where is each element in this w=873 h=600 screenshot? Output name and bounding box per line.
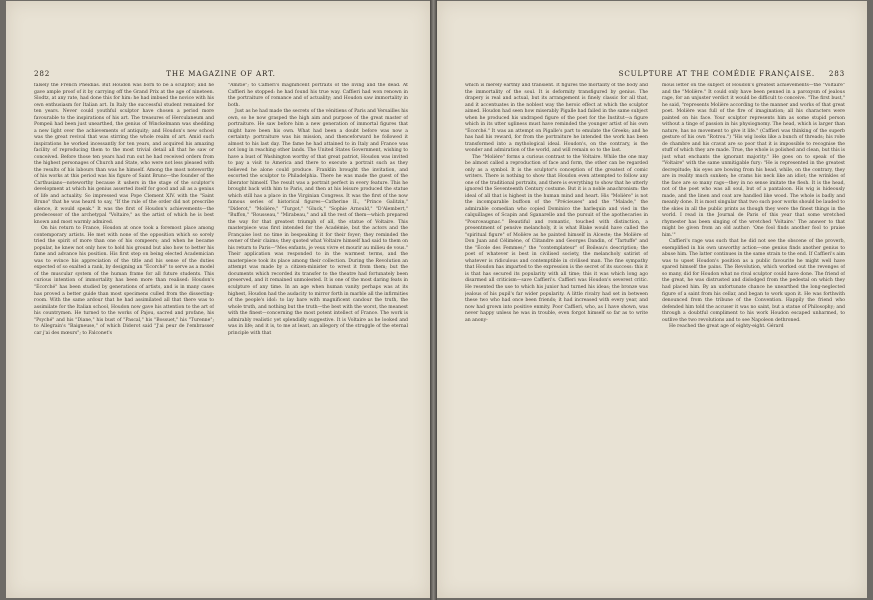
- paragraph: falsely the French Pheidias. But Houdon was born to be a sculptor; and he gave ample proof of it by carrying off the Grand Prix at the age of nineteen. Slodtz, at any rate, had done this for him: he had imbued the novice with his own enthusiasm for Italian art. In Italy the successful student remained for ten years. Never could youthful sculptor have chosen a period more favourable to the inspirations of his art. The treasures of Herculaneum and Pompeii had been just unearthed, the genius of Winckelmann was shedding a new light over the achievements of antiquity; and Houdon's new school was the great revival that was stirring the whole realm of art. Amid such inspirations he worked incessantly for ten years, and acquired his amazing facility of reproducing them to the most trivial detail all that he saw or conceived. Before those ten years had run out he had received orders from the highest personages of Church and State, who were not less pleased with the results of his labours than was he himself. Among the most noteworthy of his works at this period was his figure of Saint Bruno—the founder of the Carthusians—noteworthy because it ushers in the stage of the sculptor's development at which his genius asserted itself for good and all as a genius of life and actuality. So impressed was Pope Clement XIV. with the "Saint Bruno" that he was heard to say, "If the rule of the order did not prescribe silence, it would speak." It was the first of Houdon's achievements—the predecessor of the archetypal "Voltaire," as the artist of which he is best known and most warmly admired.: [34, 83, 214, 225]
- text-column: [662, 83, 845, 578]
- text-column: [228, 83, 408, 578]
- text-column: [34, 83, 214, 578]
- paragraph: On his return to France, Houdon at once took a foremost place among contemporary artists. He met with none of the opposition which so sorely tried the spirit of more than one of his compeers; and when he became popular, he knew not only how to hold his ground but also how to better his fame and advance his position. His first step on being elected Academician was to evince his appreciation of the title and his sense of the duties expected of so exalted a rank, by designing an "Écorché" to serve as a model of the muscular system of the human frame for all future students. This curious intention of immortality has been more than realised: Houdon's "Écorché" has been studied by generations of artists, and is in many cases has proved a better guide than most specimens culled from the dissecting-room. With the same ardour that he had assimilated all that there was to assimilate for the Italian school, Houdon now gave his attention to the art of his countrymen. He turned to the works of Pajou, sacred and profane, his "Psyché" and his "Diane," his bust of "Pascal," his "Bossuet," his "Turenne"; to Allegrain's "Baigneuse," of which Diderot said "J'ai peur de l'embrasser car j'ai des mœurs"; to Falconet's: [34, 226, 214, 336]
- paragraph: mous letter on the subject of Houdon's greatest achievements—the "Voltaire" and the "Molière." It could only have been penned in a paroxysm of jealous rage, for an unjuster verdict it would be difficult to conceive. "The first bust," he said, "represents Molière according to the manner and works of that great poet. Molière was full of the fire of imagination; all his characters were painted on his face. Your sculptor represents him as some stupid person without a tinge of passion in his physiognomy. The head, which is larger than nature, has no movement to give it life." (Caffieri was thinking of the superb gesture of his own "Rotrou.") "His wig looks like a bunch of threads; his robe de chambre and his cravat are so poor that it is impossible to recognise the stuff of which they are made. True, the whole is polished and clean, but this is just what enchants the ignorant majority." He goes on to speak of the "Voltaire" with the same unmitigable fury: "He is represented in the greatest decrepitude; his eyes are bowing from his head, while, on the contrary, they are in reality much sunken; he crams his neck like an idiot; the wrinkles of the face are so many rags—they in no sense imitate the flesh. It is the head, not of the poet who was all soul, but of a pantaloon. His wig is hideously made, and the linen and coat are handled like wood. The whole is badly and meanly done. It is most singular that two such poor works should be lauded to the skies in all the public prints as though they were the finest things in the world. I read in the Journal de Paris of this year that some wretched rhymester has been singing of the wretched 'Voltaire.' The answer to that might be given from an old author: 'One fool finds another fool to praise him.'": [662, 83, 845, 238]
- page-number: 282: [34, 69, 51, 78]
- paragraph: Just as he had made the secrets of the vénitiens of Paris and Versailles his own, so he now grasped the high aim and purpose of the great master of portraiture. He saw before him a new generation of immortal figures that might have been his own. What had been a doubt before was now a certainty: portraiture was his mission, and thenceforward he followed it almost to his last day. The fame he had attained to in Italy and France was not long in reaching other lands. The United States Government, wishing to have a bust of Washington worthy of that great patriot, Houdon was invited to pay a visit to America and there to execute a portrait such as they believed he alone could produce. Franklin brought the invitation, and escorted the sculptor to Philadelphia. There he was made the guest of the liberator himself. The result was a portrait perfect in every feature. This he brought back with him to Paris, and then at his leisure produced the statue which still has a place in the Virginian Congress. It was the first of the now famous series of historical figures—Catherine II., "Prince Galitzin," "Diderot," "Molière," "Turgot," "Gluck," "Sophie Arnould," "D'Alembert," "Buffon," "Rousseau," "Mirabeau," and all the rest of them—which prepared the way for that greatest triumph of all, the statue of Voltaire. This masterpiece was first intended for the Académie, but the actors and the Française lost no time in bespeaking it for their foyer; they reminded the owner of their claims; they quoted what Voltaire himself had said to them on his return to Paris—"Mes enfants, je veux vivre et mourir au milieu de vous." Their application was responded to in the warmest terms, and the masterpiece took its place among their collection. During the Revolution an attempt was made by a citizen-minister to wrest it from them; but the documents which recorded its transfer to the theatre had fortunately been preserved, and it remained unmolested. It is one of the most daring feats in sculpture of any time. In an age when human vanity perhaps was at its highest, Houdon had the audacity to mirror forth in marble all the infirmities of the people's idol: to lay bare with magnificent candour the truth, the whole truth, and nothing but the truth—the best with the worst, the meanest with the finest—concerning the most potent intellect of France. The work is admirably realistic yet splendidly suggestive. It is Voltaire as he looked and was in life; and it is, to me at least, an allegory of the struggle of the eternal principle with that: [228, 109, 408, 336]
- paragraph: which is merely earthly and transient. It figures the mortality of the body and the immortality of the soul. It is deformity transfigured by genius. The drapery is real and actual, but its arrangement is finely classic for all that, and it accentuates in the noblest way the heroic effect at which the sculptor aimed. Houdon had seen how miserably Pigalle had failed in the same subject when he produced his undraped figure of the poet for the Institut—a figure which in its utter ugliness must have reminded the younger artist of his own "Écorché." It was an attempt on Pigalle's part to emulate the Greeks; and he has had his reward, for from the portraiture he intended the work has been transformed into a mythological ideal. Houdon's, on the contrary, is the wonder and admiration of the world, and will remain so to the last.: [465, 83, 648, 154]
- left-page: [6, 1, 430, 598]
- book-gutter: [430, 0, 437, 600]
- left-page-columns: [34, 83, 408, 578]
- paragraph: He reached the great age of eighty-eight. Gérard: [669, 324, 784, 330]
- paragraph: The "Molière" forms a curious contrast to the Voltaire. While the one may be almost called a reproduction of face and form, the other can be regarded only as a symbol. It is the sculptor's conception of the greatest of comic writers. There is nothing to show that Houdon even attempted to follow any one of the traditional portraits, and there is everything to show that he utterly ignored the Seventeenth Century costume. But it is a noble anachronism: the ideal of all that is highest in the human mind and heart. His "Molière" is not the incomparable buffoon of the "Précieuses" and the "Malade," the admirable comedian who copied Dominico the harlequin and vied in the calquillages of Scapin and Sganarelle and the pursuit of the apothecaries in "Pourceaugnac." Beautiful and romantic, touched with distinction, a presentment of pensive melancholy, it is what Blake would have called the "spiritual figure" of Molière as he painted himself in Alceste; the Molière of Don Juan and Célimène, of Clitandre and Georges Dandin, of "Tartuffe" and the "École des Femmes;" the "contemplateur" of Boileau's description; the poet of whatever is best in civilised society, the melancholy satirist of whatever is ridiculous and contemptible in civilised man. The fine sympathy that Houdon has imparted to the expression is the secret of its success: this it is that has secured its popularity with all time; this it was which long ago disarmed all criticism—save Caffieri's. Caffieri was Houdon's severest critic. He resented the use to which his junior had turned his ideas; the bronze was jealous of his pupil's far wider popularity. A little rivalry had set in between these two who had once been friends; it had increased with every year, and now had grown into positive enmity. Poor Caffieri, who, as I have shown, was never happy unless he was in trouble, even forgot himself so far as to write an anony-: [465, 154, 648, 323]
- running-head: SCULPTURE AT THE COMÉDIE FRANÇAISE.: [618, 69, 815, 78]
- right-page-header: [465, 69, 845, 81]
- paragraph: "Amitié"; to Caffieri's magnificent portraits of the living and the dead. At Caffieri he stopped: he had found his true way. Caffieri had won renown in the portraiture of romance and of actuality; and Houdon saw immortality in both.: [228, 83, 408, 108]
- left-page-header: [34, 69, 408, 81]
- paragraph: Caffieri's rage was such that he did not see the obscene of the proverb, exemplified in his own unworthy action—one genius finds another genius to abuse him. The latter continues in the same strain to the end. If Caffieri's aim was to upset Houdon's position as a public favourite he might well have spared himself the pains. The Revolution, which worked out the revenges of so many, did for Houdon what no rival sculptor could have done. The friend of the great, he was distrusted and dislodged from the pedestal on which they had placed him. By an unfortunate chance he unearthed the long-neglected figure of a saint from his cellar, and began to work upon it. He was forthwith denounced from the tribune of the Convention. Happily the friend who defended him told the accuser it was no saint, but a statue of Philosophy; and through a doubtful compliment to his work Houdon escaped unharmed, to outlive the two revolutions and to see Napoleon dethroned.: [662, 239, 845, 323]
- right-page: [437, 1, 867, 598]
- running-head: THE MAGAZINE OF ART.: [166, 69, 276, 78]
- right-page-columns: [465, 83, 845, 578]
- page-number: 283: [828, 69, 845, 78]
- text-column: [465, 83, 648, 578]
